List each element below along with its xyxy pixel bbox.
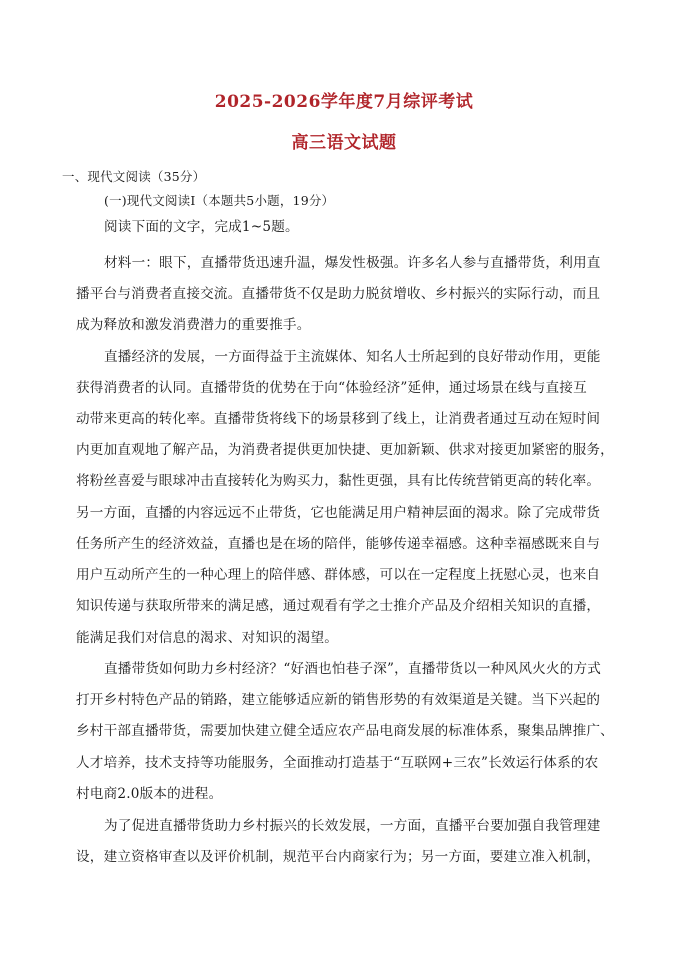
body-line: 将粉丝喜爱与眼球冲击直接转化为购买力，黏性更强，具有比传统营销更高的转化率。 — [76, 473, 601, 489]
body-line: 能满足我们对信息的渴求、对知识的渴望。 — [76, 630, 339, 646]
body-line: 为了促进直播带货助力乡村振兴的长效发展，一方面，直播平台要加强自我管理建 — [104, 818, 601, 834]
instruction-text: 阅读下面的文字，完成1~5题。 — [104, 219, 299, 235]
sub-section-heading: (一)现代文阅读Ⅰ（本题共5小题，19分） — [104, 193, 335, 208]
exam-title: 2025-2026学年度7月综评考试 — [214, 92, 474, 112]
body-line: 直播经济的发展，一方面得益于主流媒体、知名人士所起到的良好带动作用，更能 — [104, 349, 601, 365]
body-line: 用户互动所产生的一种心理上的陪伴感、群体感，可以在一定程度上抚慰心灵，也来自 — [76, 567, 601, 583]
body-line: 内更加直观地了解产品，为消费者提供更加快捷、更加新颖、供求对接更加紧密的服务， — [76, 442, 614, 458]
body-line: 乡村干部直播带货，需要加快建立健全适应农产品电商发展的标准体系，聚集品牌推广、 — [76, 723, 614, 739]
body-line: 村电商2.0版本的进程。 — [76, 786, 223, 802]
body-line: 另一方面，直播的内容远远不止带货，它也能满足用户精神层面的渴求。除了完成带货 — [76, 505, 601, 521]
body-line: 打开乡村特色产品的销路，建立能够适应新的销售形势的有效渠道是关键。当下兴起的 — [76, 692, 601, 708]
body-line: 成为释放和激发消费潜力的重要推手。 — [76, 317, 311, 333]
body-line: 人才培养，技术支持等功能服务，全面推动打造基于“互联网+三农”长效运行体系的农 — [76, 755, 599, 771]
body-line: 播平台与消费者直接交流。直播带货不仅是助力脱贫增收、乡村振兴的实际行动，而且 — [76, 286, 601, 302]
body-line: 知识传递与获取所带来的满足感，通过观看有学之士推介产品及介绍相关知识的直播， — [76, 598, 601, 614]
body-line: 任务所产生的经济效益，直播也是在场的陪伴，能够传递幸福感。这种幸福感既来自与 — [76, 536, 601, 552]
section-heading: 一、现代文阅读（35分） — [62, 169, 206, 184]
body-line: 获得消费者的认同。直播带货的优势在于向“体验经济”延伸，通过场景在线与直接互 — [76, 380, 587, 396]
body-line: 材料一：眼下，直播带货迅速升温，爆发性极强。许多名人参与直播带货，利用直 — [104, 255, 601, 271]
body-line: 设，建立资格审查以及评价机制，规范平台内商家行为；另一方面，要建立准入机制， — [76, 849, 601, 865]
body-line: 动带来更高的转化率。直播带货将线下的场景移到了线上，让消费者通过互动在短时间 — [76, 411, 601, 427]
exam-subtitle: 高三语文试题 — [291, 133, 397, 153]
body-line: 直播带货如何助力乡村经济？“好酒也怕巷子深”，直播带货以一种风风火火的方式 — [104, 661, 602, 677]
